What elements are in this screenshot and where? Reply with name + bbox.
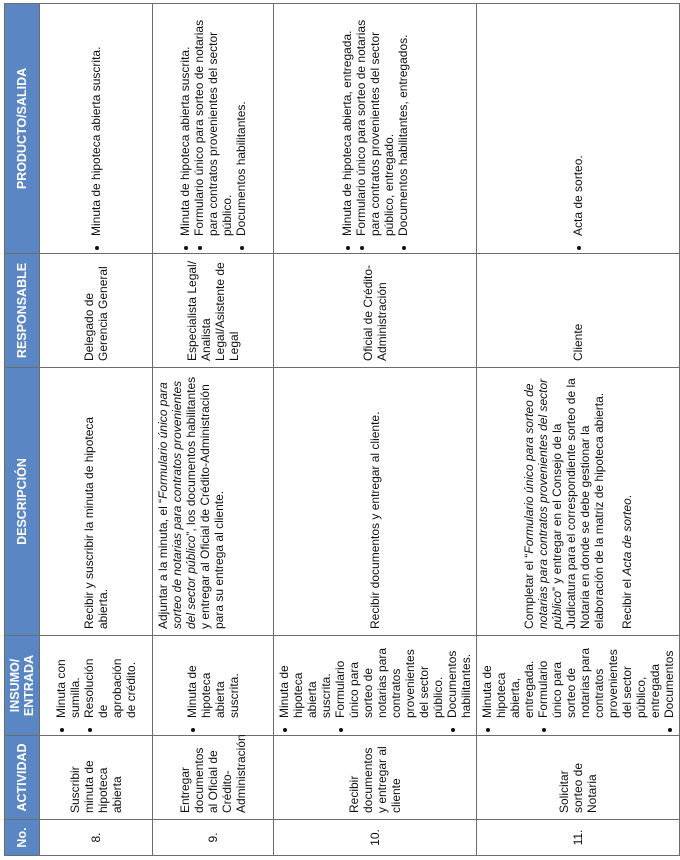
insumo-cell [153,636,274,736]
insumo-cell [40,636,153,736]
row-number: 11. [477,820,680,856]
list-item: • Acta de sorteo. [571,10,585,236]
descripcion-text: ”, los documentos habilitantes y entregar al Oficial de Crédito-Administración para su entrega al cliente. [184,376,226,629]
list-item: • Documentos habilitantes, entregados. [396,10,410,236]
header-descripcion: DESCRIPCIÓN [5,368,40,636]
header-responsable: RESPONSABLE [5,254,40,368]
table-row [153,4,274,856]
list-item: • Formulario único para sorteo de notarias para contratos provenientes del sector público, entregada [536,642,662,718]
descripcion-paragraph [522,374,606,629]
producto-cell [274,4,477,254]
descripcion-cell: Recibir documentos y entregar al cliente. [274,368,477,636]
row-number: 10. [274,820,477,856]
list-item: • Minuta de hipoteca abierta suscrita. [277,642,333,718]
producto-cell [153,4,274,254]
list-item: • Documentos habilitantes. [445,642,473,718]
responsable-cell: Delegado de Gerencia General [40,254,153,368]
insumo-cell [477,636,680,736]
header-actividad: ACTIVIDAD [5,736,40,820]
descripcion-cell [153,368,274,636]
list-item: • Documentos habilitantes. [234,10,248,236]
descripcion-text: ” y entregar en el Consejo de la Judicatura para el correspondiente sorteo de la Notaria en donde se debe gestionar la elaboración de la matriz de hipoteca abierta. [550,378,606,629]
list-item: • Resolución de aprobación de crédito. [82,642,138,718]
list-item: • Minuta de hipoteca abierta suscrita. [185,642,241,718]
header-producto: PRODUCTO/SALIDA [5,4,40,254]
actividad-cell: Suscribir minuta de hipoteca abierta [40,736,153,820]
descripcion-text: Recibir el [620,575,634,629]
descripcion-text: Adjuntar a la minuta, el “ [156,498,170,629]
list-item: • Documentos [662,642,676,718]
formulario-title: Formulario único para sorteo de notarias para contratos provenientes del sector público [522,378,564,629]
descripcion-cell: Recibir y suscribir la minuta de hipoteca abierta. [40,368,153,636]
insumo-cell [274,636,477,736]
row-number: 8. [40,820,153,856]
list-item: • Minuta con sumilla. [54,642,82,718]
list-item: • Formulario único para sorteo de notarias para contratos provenientes del sector público. [333,642,445,718]
acta-title: Acta de sorteo [620,498,634,576]
table-row [274,4,477,856]
actividad-cell: Recibir documentos y entregar al cliente [274,736,477,820]
list-item: • Minuta de hipoteca abierta, entregada. [340,10,354,236]
actividad-cell: Solicitar sorteo de Notaria [477,736,680,820]
header-insumo: INSUMO/ ENTRADA [5,636,40,736]
list-item: • Minuta de hipoteca abierta, entregada. [480,642,536,718]
table-row [477,4,680,856]
descripcion-paragraph [620,374,634,629]
table-row [40,4,153,856]
list-item: • Minuta de hipoteca abierta suscrita. [89,10,103,236]
responsable-cell: Cliente [477,254,680,368]
process-table [4,3,680,856]
descripcion-cell [477,368,680,636]
actividad-cell: Entregar documentos al Oficial de Crédito-Administración [153,736,274,820]
header-no: No. [5,820,40,856]
producto-cell [477,4,680,254]
list-item: • Formulario único para sorteo de notarias para contratos provenientes del sector público. [192,10,234,236]
producto-cell [40,4,153,254]
row-number: 9. [153,820,274,856]
responsable-cell: Oficial de Crédito-Administración [274,254,477,368]
list-item: • Formulario único para sorteo de notarias para contratos provenientes del sector público, entregado. [354,10,396,236]
descripcion-text: Completar el “ [522,553,536,629]
list-item: • Minuta de hipoteca abierta suscrita. [178,10,192,236]
descripcion-text: . [620,494,634,499]
formulario-title: Formulario único para sorteo de notarias para contratos provenientes del sector público [156,380,198,629]
responsable-cell: Especialista Legal/ Analista Legal/Asistente de Legal [153,254,274,368]
header-row [5,4,40,856]
